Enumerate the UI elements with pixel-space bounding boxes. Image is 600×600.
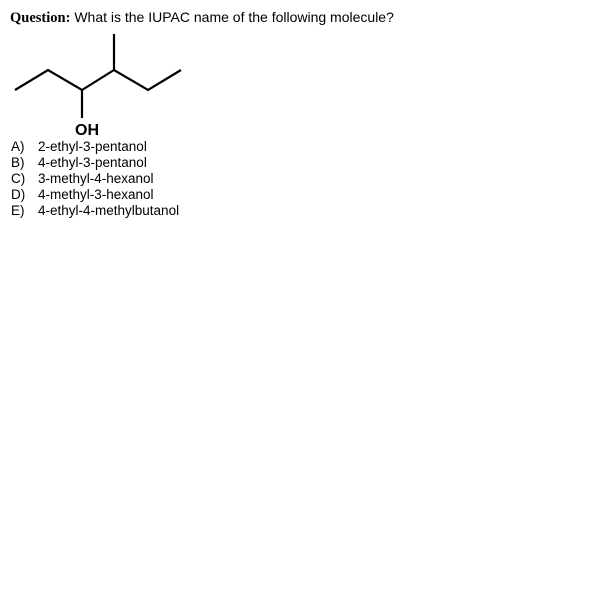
option-c[interactable] xyxy=(11,171,179,187)
option-e[interactable] xyxy=(11,203,179,219)
option-a[interactable] xyxy=(11,139,179,155)
molecule-structure xyxy=(0,0,600,140)
option-text: 4-ethyl-4-methylbutanol xyxy=(38,203,180,218)
option-d[interactable] xyxy=(11,187,179,203)
option-letter: B) xyxy=(11,155,25,170)
option-text: 2-ethyl-3-pentanol xyxy=(38,139,147,154)
option-text: 4-methyl-3-hexanol xyxy=(38,187,154,202)
option-letter: E) xyxy=(11,203,25,218)
question-prefix: Question: xyxy=(10,10,71,26)
option-letter: C) xyxy=(11,171,26,186)
option-b[interactable] xyxy=(11,155,179,171)
hydroxyl-label: OH xyxy=(75,122,99,139)
option-letter: D) xyxy=(11,187,26,202)
option-text: 3-methyl-4-hexanol xyxy=(38,171,154,186)
option-text: 4-ethyl-3-pentanol xyxy=(38,155,147,170)
option-letter: A) xyxy=(11,139,25,154)
question-text: What is the IUPAC name of the following molecule? xyxy=(74,9,394,25)
carbon-chain xyxy=(15,70,181,90)
answer-options xyxy=(11,139,179,219)
